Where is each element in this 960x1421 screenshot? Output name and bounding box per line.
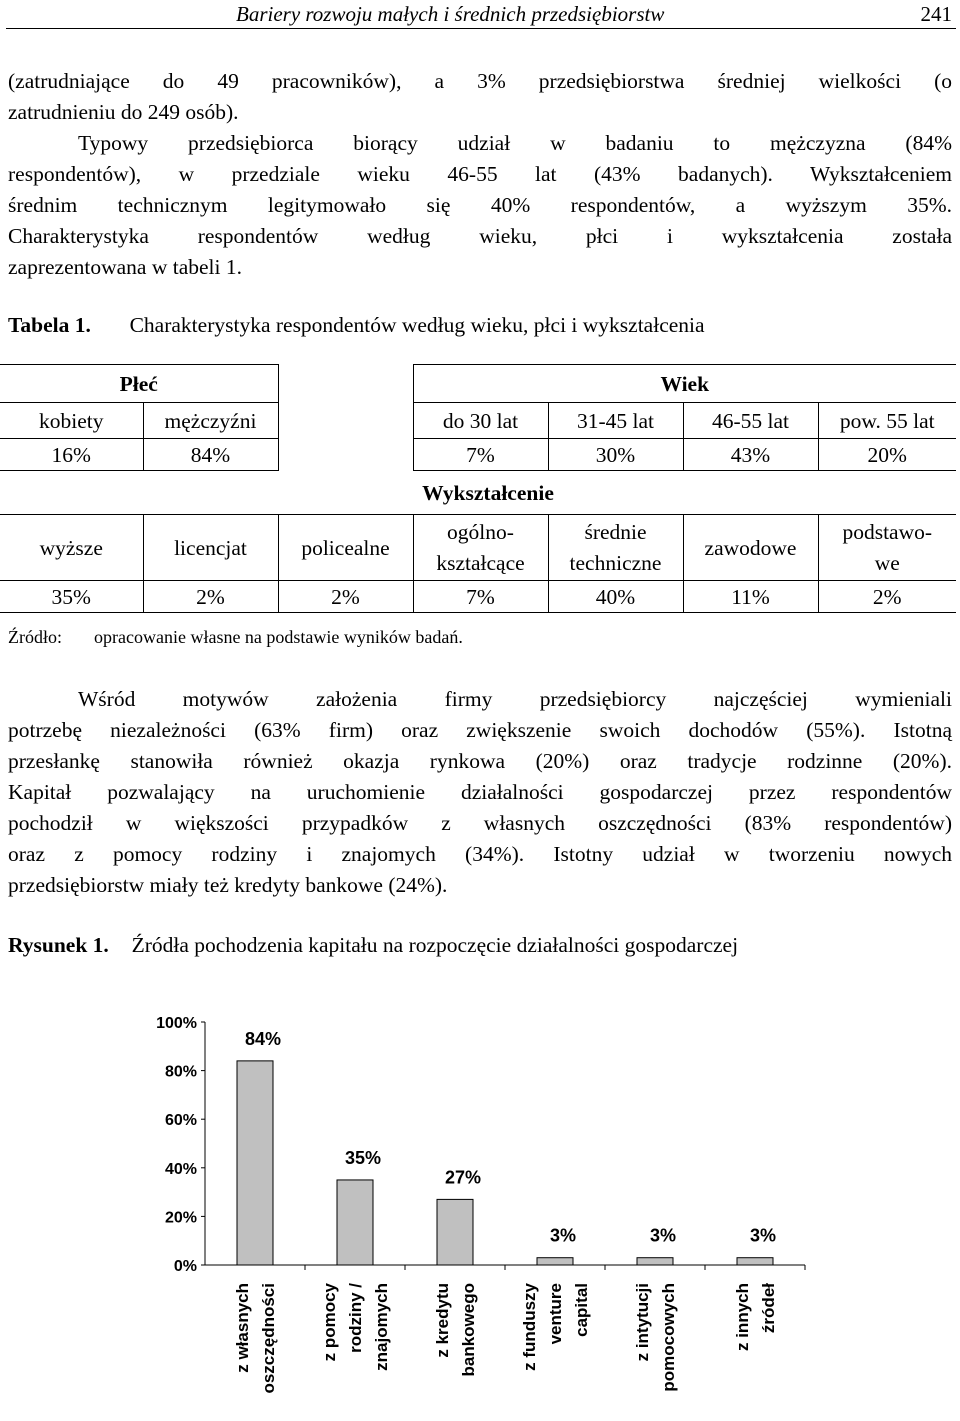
text-line: Typowy przedsiębiorca biorący udział w badaniu to mężczyzna (84% [78,131,952,155]
text-line: (zatrudniające do 49 pracowników), a 3% przedsiębiorstwa średniej wielkości (o [8,69,952,93]
category-label: z kredytu [433,1283,452,1358]
page-number: 241 [920,2,952,26]
sex-col-header: kobiety [0,403,143,439]
age-col-header: do 30 lat [413,403,548,439]
text-line: respondentów), w przedziale wieku 46-55 lat (43% badanych). Wykształceniem [8,162,952,186]
category-label: oszczędności [259,1283,278,1394]
category-label: bankowego [459,1283,478,1377]
edu-value: 2% [278,581,413,613]
source-label: Źródło: [8,627,62,647]
category-label: z intytucji [633,1283,652,1362]
body-paragraph [8,684,952,901]
edu-col-header: policealne [278,515,413,581]
capital-sources-chart [0,1000,960,1421]
figure-title: Źródła pochodzenia kapitału na rozpoczęcie działalności gospodarczej [131,933,739,957]
y-tick-label: 60% [164,1112,197,1130]
edu-col-header: wyższe [0,515,143,581]
age-value: 7% [413,439,548,471]
text-line: zaprezentowana w tabeli 1. [8,255,242,279]
bar [737,1258,773,1265]
source-text: opracowanie własne na podstawie wyników badań. [94,627,463,647]
text-line: pochodził w większości przypadków z własnych oszczędności (83% respondentów) [8,811,952,835]
running-title: Bariery rozwoju małych i średnich przedsiębiorstw [236,2,665,26]
respondents-table [0,364,956,613]
page-header [6,0,956,29]
category-label: rodziny / [346,1283,365,1353]
category-label: venture [546,1283,565,1345]
sex-col-header: mężczyźni [143,403,278,439]
text-line: przesłankę stanowiła również okazja rynkowa (20%) oraz tradycje rodzinne (20%). [8,749,952,773]
text-line: zatrudnieniu do 249 osób). [8,100,239,124]
y-tick-label: 80% [164,1063,197,1081]
category-label: pomocowych [659,1283,678,1392]
edu-col-header: średnie techniczne [548,515,683,581]
edu-value: 40% [548,581,683,613]
text-line: Kapitał pozwalający na uruchomienie działalności gospodarczej przez respondentów [8,780,952,804]
age-value: 30% [548,439,683,471]
category-label: znajomych [372,1283,391,1371]
age-value: 43% [683,439,818,471]
table-caption [8,313,705,338]
text-line: przedsiębiorstw miały też kredyty bankowe (24%). [8,873,448,897]
bar [237,1061,273,1265]
age-col-header: 31-45 lat [548,403,683,439]
edu-value: 2% [818,581,956,613]
category-label: źródeł [759,1283,778,1334]
edu-col-header: licencjat [143,515,278,581]
y-tick-label: 100% [156,1015,197,1032]
text-line: potrzebę niezależności (63% firm) oraz zwiększenie swoich dochodów (55%). Istotną [8,718,952,742]
edu-col-header: zawodowe [683,515,818,581]
bar [537,1258,573,1265]
chart-plot [156,1015,805,1394]
figure-label: Rysunek 1. [8,933,109,957]
education-header: Wykształcenie [422,480,554,505]
table-1 [0,364,956,613]
edu-value: 35% [0,581,143,613]
edu-value: 11% [683,581,818,613]
age-col-header: 46-55 lat [683,403,818,439]
data-label: 3% [749,1225,777,1246]
bar [437,1199,473,1265]
edu-value: 7% [413,581,548,613]
y-tick-label: 40% [164,1160,197,1178]
data-label: 3% [549,1225,577,1246]
edu-col-header: podstawo- we [818,515,956,581]
category-label: z innych [733,1283,752,1352]
intro-paragraph [8,66,952,283]
data-label: 27% [444,1167,482,1188]
category-label: z własnych [233,1283,252,1373]
text-line: oraz z pomocy rodziny i znajomych (34%). Istotny udział w tworzeniu nowych [8,842,952,866]
age-header: Wiek [413,365,956,403]
text-line: średnim technicznym legitymowało się 40% respondentów, a wyższym 35%. [8,193,952,217]
bar [337,1180,373,1265]
y-tick-label: 20% [164,1209,197,1227]
age-value: 20% [818,439,956,471]
table-title: Charakterystyka respondentów według wieku, płci i wykształcenia [129,313,705,337]
data-label: 84% [244,1028,282,1049]
edu-col-header: ogólno- kształcące [413,515,548,581]
figure-caption [8,933,738,958]
text-line: Charakterystyka respondentów według wieku, płci i wykształcenia została [8,224,952,248]
category-label: z pomocy [320,1283,339,1362]
table-source [8,627,463,648]
sex-value: 16% [0,439,143,471]
bar [637,1258,673,1265]
data-label: 35% [344,1147,382,1168]
edu-value: 2% [143,581,278,613]
sex-header: Płeć [0,365,278,403]
y-tick-label: 0% [173,1258,197,1275]
table-label: Tabela 1. [8,313,91,337]
category-label: z funduszy [520,1283,539,1371]
text-line: Wśród motywów założenia firmy przedsiębiorcy najczęściej wymieniali [78,687,952,711]
data-label: 3% [649,1225,677,1246]
sex-value: 84% [143,439,278,471]
age-col-header: pow. 55 lat [818,403,956,439]
category-label: capital [572,1283,591,1337]
